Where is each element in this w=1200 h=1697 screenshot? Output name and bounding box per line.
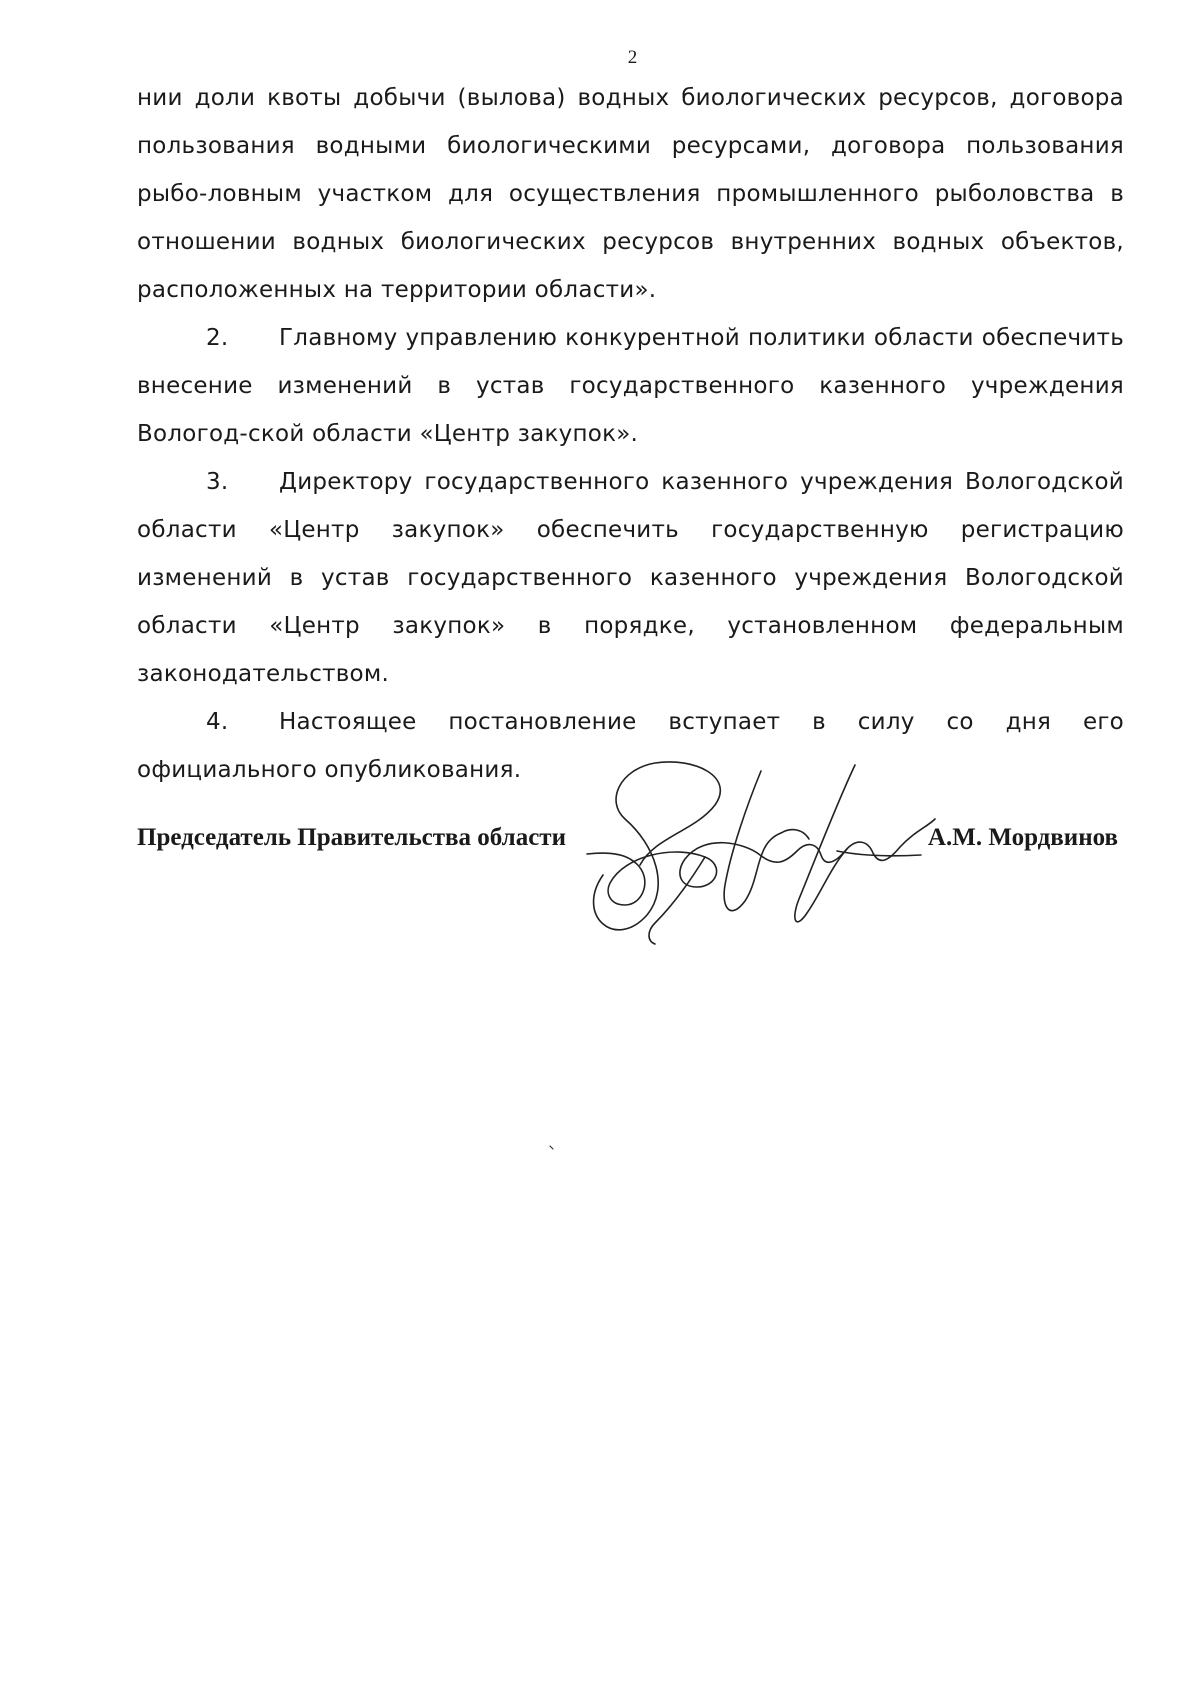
- signer-title: Председатель Правительства области: [137, 824, 566, 851]
- item-number: 4.: [206, 709, 229, 735]
- paragraph-text: Директору государственного казенного учреждения Вологодской области «Центр закупок» обеспечить государственную регистрацию изменений в устав государственного казенного учреждения Вологодской области «Центр закупок» в порядке, установленном федеральным законодательством.: [137, 469, 1124, 687]
- item-number: 2.: [206, 325, 229, 351]
- paragraph-text: нии доли квоты добычи (вылова) водных биологических ресурсов, договора пользования водными биологическими ресурсами, договора пользования рыбо-ловным участком для осуществления промышленного рыболовства в отношении водных биологических ресурсов внутренних водных объектов, расположенных на территории области».: [137, 85, 1124, 303]
- signer-name: А.М. Мордвинов: [927, 824, 1118, 851]
- paragraph-continuation: [137, 74, 1124, 314]
- document-body: [137, 74, 1124, 794]
- page-number: 2: [627, 47, 638, 68]
- paragraph-text: Настоящее постановление вступает в силу со дня его официального опубликования.: [137, 709, 1124, 783]
- stray-mark: [549, 1145, 555, 1151]
- handwritten-signature: [585, 755, 940, 955]
- paragraph-text: Главному управлению конкурентной политики области обеспечить внесение изменений в устав государственного казенного учреждения Вологод-ской области «Центр закупок».: [137, 325, 1124, 447]
- paragraph-item-3: [137, 458, 1124, 698]
- paragraph-item-2: [137, 314, 1124, 458]
- item-number: 3.: [206, 469, 229, 495]
